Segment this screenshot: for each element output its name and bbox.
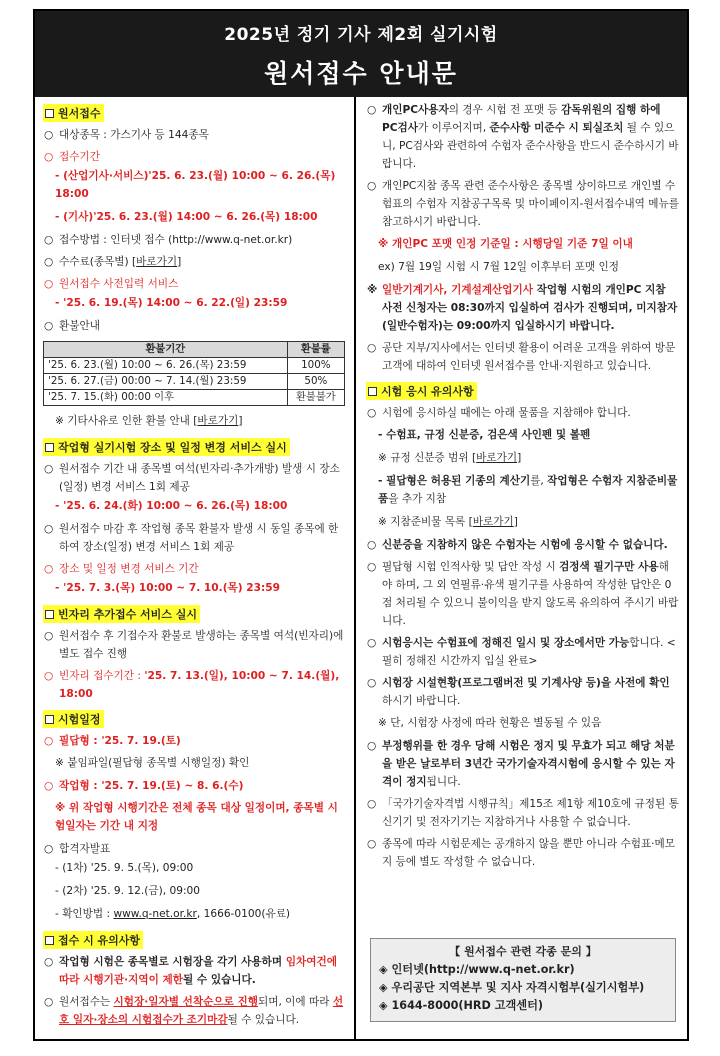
section-header-schedule: 시험일정 — [43, 710, 104, 728]
list-item: ○ 개인PC지참 종목 관련 준수사항은 종목별 상이하므로 개인별 수험표의 수험자 지참공구목록 및 마이페이지-원서접수내역 메뉴를 참고하시기 바랍니다. — [366, 177, 679, 231]
supplies-link[interactable]: 바로가기 — [472, 516, 514, 528]
list-item: ○ 접수방법 : 인터넷 접수 (http://www.q-net.or.kr) — [43, 231, 346, 249]
list-item: ○ 공단 지부/지사에서는 인터넷 활용이 어려운 고객을 위하여 방문고객에 대하여 인터넷 원서접수를 안내·지원하고 있습니다. — [366, 339, 679, 375]
schedule-line: - (2차) '25. 9. 12.(금), 09:00 — [55, 885, 201, 897]
id-range-link[interactable]: 바로가기 — [476, 452, 518, 464]
list-item: ○ 환불안내 — [43, 317, 346, 335]
circle-bullet-icon: ○ — [44, 523, 54, 535]
circle-bullet-icon: ○ — [367, 407, 377, 419]
note-line: ※ 지참준비물 목록 [바로가기] — [378, 516, 518, 528]
table-row — [44, 390, 345, 406]
refund-note: ※ 기타사유로 인한 환불 안내 [바로가기] — [55, 415, 243, 427]
list-item: ○ 대상종목 : 가스기사 등 144종목 — [43, 126, 346, 144]
notice-frame — [33, 9, 689, 1041]
list-item: ○ 수수료(종목별) [바로가기] — [43, 253, 346, 271]
circle-bullet-icon: ○ — [44, 256, 54, 268]
schedule-line: - '25. 6. 24.(화) 10:00 ~ 6. 26.(목) 18:00 — [55, 500, 288, 512]
table-row — [44, 374, 345, 390]
contact-line: ◈ 우리공단 지역본부 및 지사 자격시험부(실기시험부) — [379, 981, 645, 994]
list-item: ○ 종목에 따라 시험문제는 공개하지 않을 뿐만 아니라 수험표·메모지 등에 별도 작성할 수 없습니다. — [366, 835, 679, 871]
list-item: ○ 원서접수 마감 후 작업형 종목 환불자 발생 시 동일 종목에 한하여 장소(일정) 변경 서비스 1회 제공 — [43, 520, 346, 556]
list-item: ○ 원서접수 후 기접수자 환불로 발생하는 종목별 여석(빈자리)에 별도 접수 진행 — [43, 627, 346, 663]
schedule-line: - '25. 6. 19.(목) 14:00 ~ 6. 22.(일) 23:59 — [55, 297, 288, 309]
list-item: ○ 필답형 시험 인적사항 및 답안 작성 시 검정색 필기구만 사용해야 하며, 그 외 연필류·유색 필기구를 사용하여 작성한 답안은 0점 처리될 수 있으니 불이익을 받지 않도록 유의하여 주시기 바랍니다. — [366, 558, 679, 630]
circle-bullet-icon: ○ — [44, 996, 54, 1008]
circle-bullet-icon: ○ — [44, 843, 54, 855]
contact-box — [370, 938, 676, 1022]
circle-bullet-icon: ○ — [44, 735, 54, 747]
circle-bullet-icon: ○ — [367, 637, 377, 649]
circle-bullet-icon: ○ — [367, 180, 377, 192]
circle-bullet-icon: ○ — [44, 151, 54, 163]
circle-bullet-icon: ○ — [44, 630, 54, 642]
circle-bullet-icon: ○ — [44, 463, 54, 475]
note-line: ※ 단, 시험장 사정에 따라 현황은 별동될 수 있음 — [378, 717, 602, 729]
table-cell: '25. 7. 15.(화) 00:00 이후 — [44, 390, 288, 406]
list-item: ○ 시험장 시설현황(프로그램버전 및 기계사양 등)을 사전에 확인하시기 바랍니다. — [366, 674, 679, 710]
circle-bullet-icon: ○ — [44, 278, 54, 290]
schedule-line: - 확인방법 : www.q-net.or.kr, 1666-0100(유료) — [55, 908, 291, 920]
section-header-exam-caution: 시험 응시 유의사항 — [366, 382, 477, 400]
schedule-line: - (1차) '25. 9. 5.(목), 09:00 — [55, 862, 194, 874]
circle-bullet-icon: ○ — [367, 342, 377, 354]
circle-bullet-icon: ○ — [367, 798, 377, 810]
list-item: ○ 장소 및 일정 변경 서비스 기간 — [43, 560, 346, 578]
fee-link[interactable]: 바로가기 — [136, 256, 178, 268]
list-item: ○ 부정행위를 한 경우 당해 시험은 정지 및 무효가 되고 해당 처분을 받은 날로부터 3년간 국가기술자격시험에 응시할 수 있는 자격이 정지됩니다. — [366, 737, 679, 791]
table-cell: 환불불가 — [287, 390, 344, 406]
note-line: ※ 규정 신분증 범위 [바로가기] — [378, 452, 522, 464]
circle-bullet-icon: ○ — [44, 780, 54, 792]
checkbox-icon — [45, 109, 54, 118]
circle-bullet-icon: ○ — [367, 740, 377, 752]
table-cell: '25. 6. 23.(월) 10:00 ~ 6. 26.(목) 23:59 — [44, 358, 288, 374]
left-column — [35, 97, 356, 1039]
table-header: 환불률 — [287, 342, 344, 358]
table-header-row — [44, 342, 345, 358]
table-cell: 50% — [287, 374, 344, 390]
circle-bullet-icon: ○ — [367, 104, 377, 116]
circle-bullet-icon: ○ — [44, 320, 54, 332]
circle-bullet-icon: ○ — [367, 838, 377, 850]
circle-bullet-icon: ○ — [44, 129, 54, 141]
checkbox-icon — [45, 936, 54, 945]
circle-bullet-icon: ○ — [367, 561, 377, 573]
circle-bullet-icon: ○ — [44, 956, 54, 968]
table-cell: 100% — [287, 358, 344, 374]
table-cell: '25. 6. 27.(금) 00:00 ~ 7. 14.(월) 23:59 — [44, 374, 288, 390]
list-item: ○ 작업형 : '25. 7. 19.(토) ~ 8. 6.(수) — [43, 777, 346, 795]
contact-line: ◈ 인터넷(http://www.q-net.or.kr) — [379, 963, 575, 976]
refund-link[interactable]: 바로가기 — [197, 415, 239, 427]
note-line: ※ 위 작업형 시행기간은 전체 종목 대상 일정이며, 종목별 시험일자는 기간 내 지정 — [55, 802, 338, 832]
schedule-line: - (산업기사·서비스)'25. 6. 23.(월) 10:00 ~ 6. 26.(목) 18:00 — [55, 170, 336, 200]
list-item: ○ 작업형 시험은 종목별로 시험장을 각기 사용하며 임차여건에 따라 시행기관·지역이 제한될 수 있습니다. — [43, 953, 346, 989]
notice-header — [35, 11, 687, 97]
section-header-change-service: 작업형 실기시험 장소 및 일정 변경 서비스 실시 — [43, 438, 290, 456]
circle-bullet-icon: ○ — [367, 539, 377, 551]
table-header: 환불기간 — [44, 342, 288, 358]
list-item: ○ 원서접수 기간 내 종목별 여석(빈자리·추가개방) 발생 시 장소(일정) 변경 서비스 1회 제공 — [43, 460, 346, 496]
table-row — [44, 358, 345, 374]
list-item: ○ 원서접수 사전입력 서비스 — [43, 275, 346, 293]
circle-bullet-icon: ○ — [367, 677, 377, 689]
list-item: ※ 일반기계기사, 기계설계산업기사 작업형 시험의 개인PC 지참 사전 신청자는 08:30까지 입실하여 검사가 진행되며, 미지참자(일반수험자)는 09:00까지 입실하시기 바랍니다. — [366, 281, 679, 335]
note-line: ex) 7월 19일 시험 시 7월 12일 이후부터 포맷 인정 — [378, 261, 619, 273]
circle-bullet-icon: ○ — [44, 563, 54, 575]
note-line: - 수험표, 규정 신분증, 검은색 사인펜 및 볼펜 — [378, 429, 591, 441]
notice-title: 2025년 정기 기사 제2회 실기시험 — [224, 25, 498, 45]
qnet-link[interactable]: www.q-net.or.kr — [113, 908, 197, 920]
checkbox-icon — [45, 610, 54, 619]
section-header-caution: 접수 시 유의사항 — [43, 931, 143, 949]
circle-bullet-icon: ○ — [44, 670, 54, 682]
schedule-line: - '25. 7. 3.(목) 10:00 ~ 7. 10.(목) 23:59 — [55, 582, 281, 594]
notice-subtitle: 원서접수 안내문 — [264, 59, 458, 88]
list-item: ○ 필답형 : '25. 7. 19.(토) — [43, 732, 346, 750]
note-line: - 필답형은 허용된 기종의 계산기를, 작업형은 수험자 지참준비물품을 추가 지참 — [378, 475, 678, 505]
checkbox-icon — [45, 715, 54, 724]
section-header-vacancy: 빈자리 추가접수 서비스 실시 — [43, 605, 200, 623]
checkbox-icon — [368, 387, 377, 396]
schedule-line: - (기사)'25. 6. 23.(월) 14:00 ~ 6. 26.(목) 18:00 — [55, 211, 318, 223]
list-item: ○ 합격자발표 — [43, 840, 346, 858]
list-item: ○ 신분증을 지참하지 않은 수험자는 시험에 응시할 수 없습니다. — [366, 536, 679, 554]
list-item: ○ 시험에 응시하실 때에는 아래 물품을 지참해야 합니다. — [366, 404, 679, 422]
contact-line: ◈ 1644-8000(HRD 고객센터) — [379, 999, 544, 1012]
list-item: ○ 빈자리 접수기간 : '25. 7. 13.(일), 10:00 ~ 7. 14.(월), 18:00 — [43, 667, 346, 703]
list-item: ○ 개인PC사용자의 경우 시험 전 포맷 등 감독위원의 집행 하에 PC검사가 이루어지며, 준수사항 미준수 시 퇴실조치 될 수 있으니, PC검사와 관련하여 수험자 준수사항을 반드시 준수하시기 바랍니다. — [366, 101, 679, 173]
contact-title: 【 원서접수 관련 각종 문의 】 — [449, 945, 597, 958]
note-line: ※ 개인PC 포맷 인정 기준일 : 시행당일 기준 7일 이내 — [378, 238, 633, 250]
list-item: ○ 「국가기술자격법 시행규칙」제15조 제1항 제10호에 규정된 통신기기 및 전자기기는 지참하거나 사용할 수 없습니다. — [366, 795, 679, 831]
list-item: ○ 원서접수는 시험장·일자별 선착순으로 진행되며, 이에 따라 선호 일자·장소의 시험접수가 조기마감될 수 있습니다. — [43, 993, 346, 1029]
list-item: ○ 접수기간 — [43, 148, 346, 166]
checkbox-icon — [45, 443, 54, 452]
circle-bullet-icon: ○ — [44, 234, 54, 246]
refund-table — [43, 341, 345, 406]
note-line: ※ 붙임파일(필답형 종목별 시행일정) 확인 — [55, 757, 250, 769]
section-header-application: 원서접수 — [43, 104, 104, 122]
right-column — [358, 97, 687, 1039]
list-item: ○ 시험응시는 수험표에 정해진 일시 및 장소에서만 가능합니다. <필히 정해진 시간까지 입실 완료> — [366, 634, 679, 670]
note-mark-icon: ※ — [367, 284, 378, 296]
